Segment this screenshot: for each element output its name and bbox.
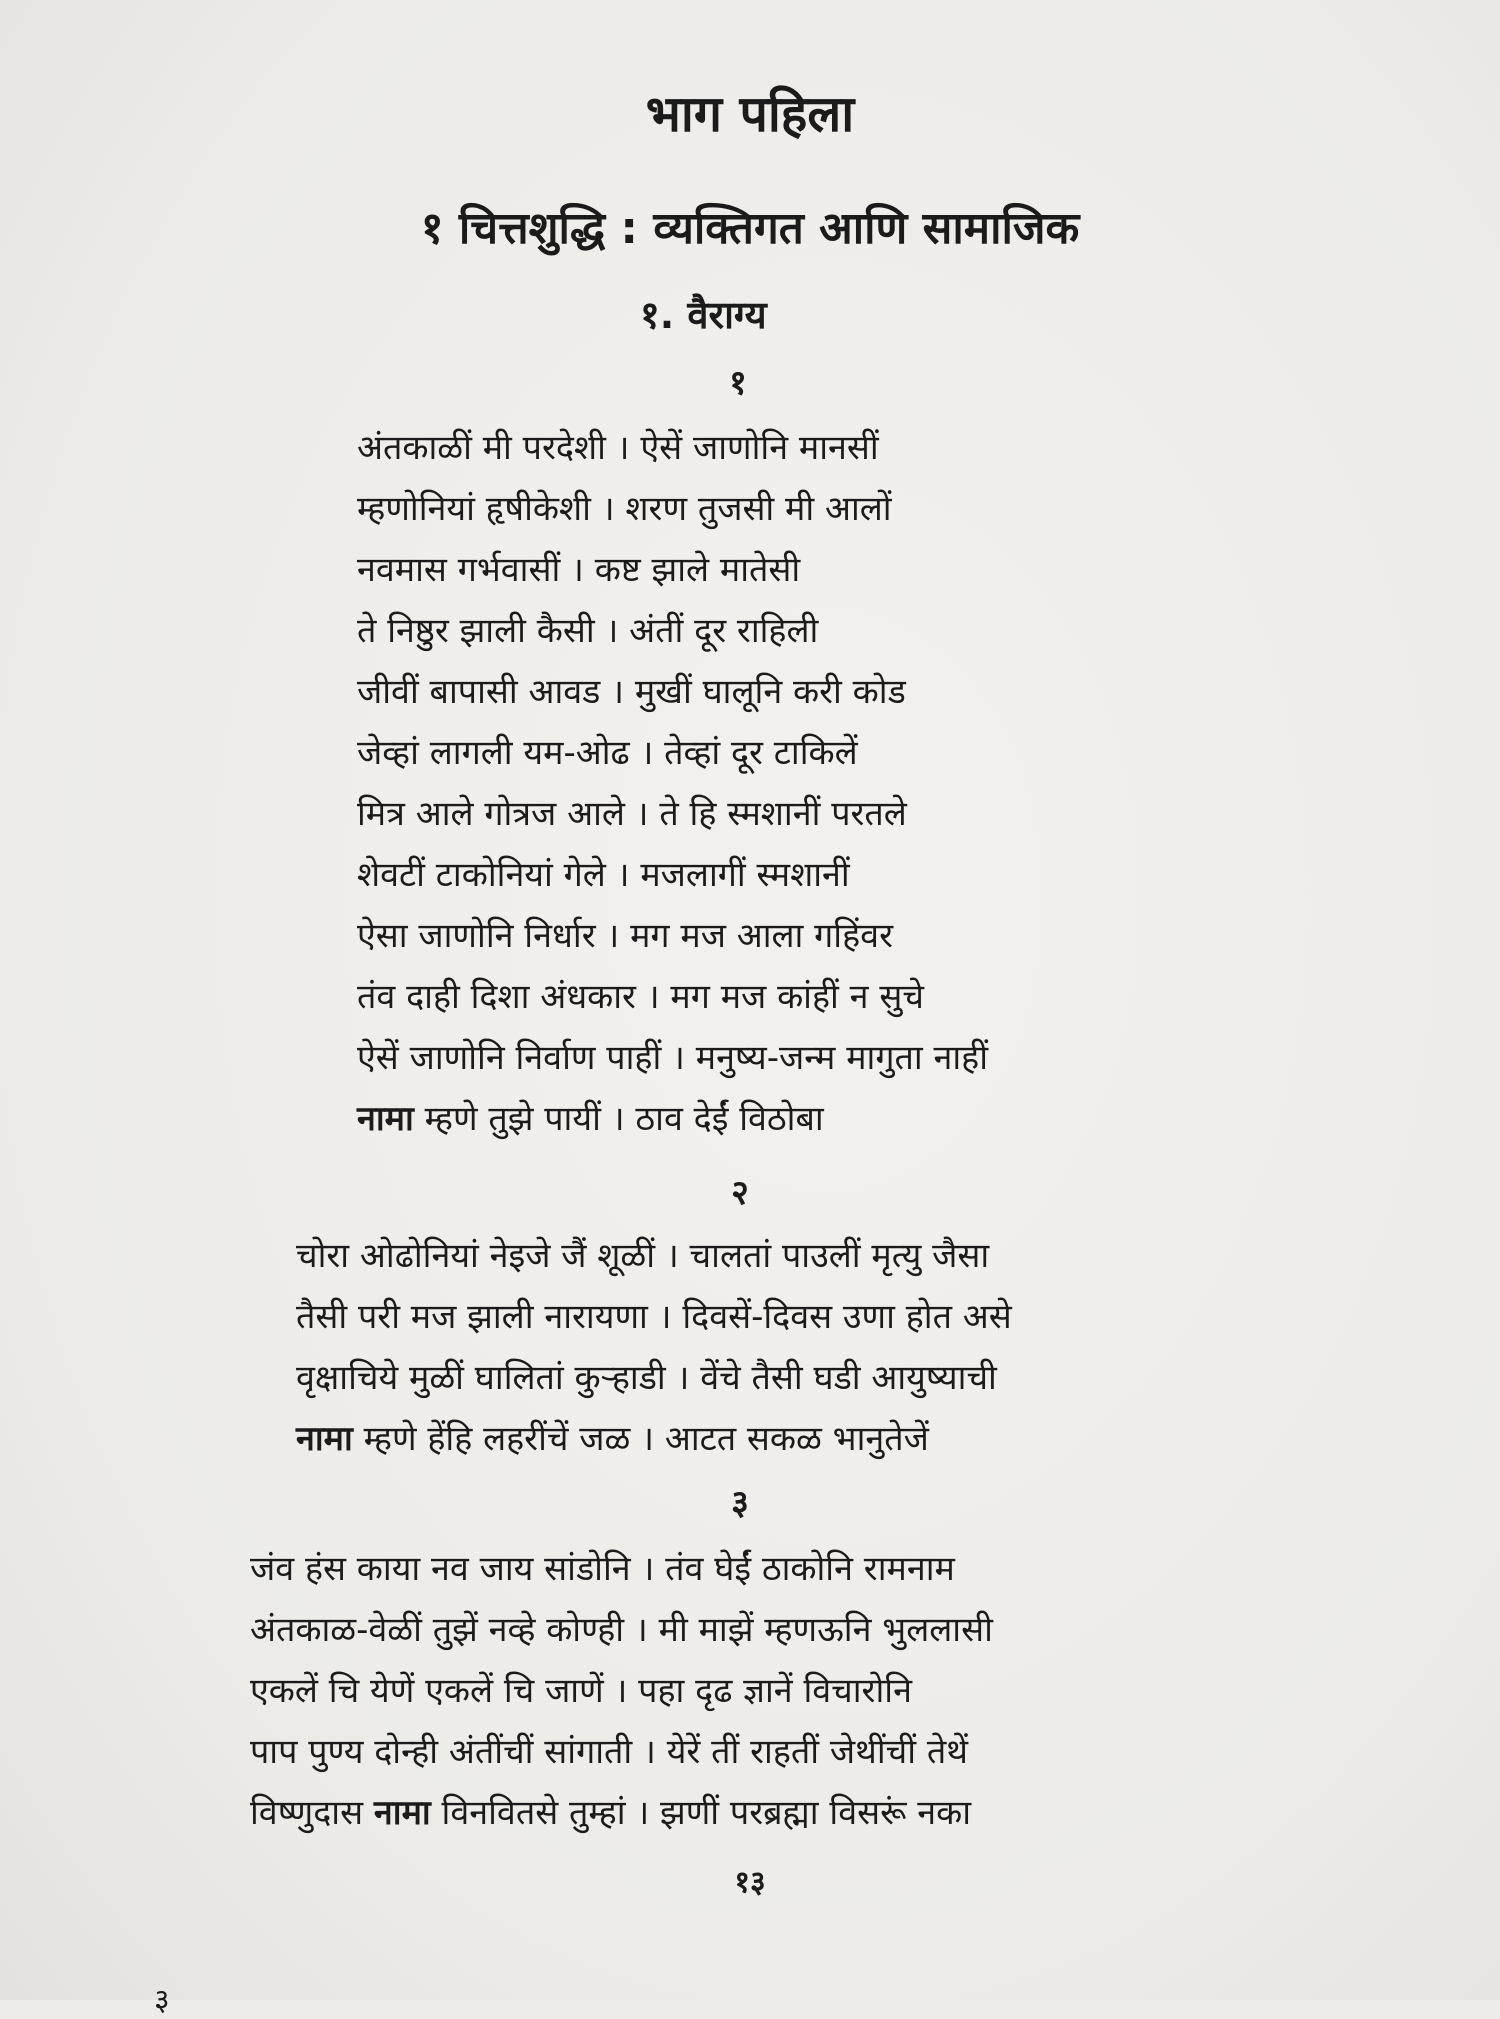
chapter-title: १ चित्तशुद्धि : व्यक्तिगत आणि सामाजिक [420, 203, 1080, 254]
abhang-stanza [357, 418, 988, 1150]
verse-line: वृक्षाचिये मुळीं घालितां कुऱ्हाडी । वेंचे तैसी घडी आयुष्याची [296, 1358, 997, 1398]
verse-line: ते निष्ठुर झाली कैसी । अंतीं दूर राहिली [357, 611, 819, 651]
verse-line: विष्णुदास नामा विनवितसे तुम्हां । झणीं परब्रह्मा विसरूं नका [250, 1793, 972, 1833]
verse-line: तंव दाही दिशा अंधकार । मग मज कांहीं न सुचे [357, 977, 924, 1017]
abhang-stanza [296, 1226, 1012, 1470]
verse-line: जंव हंस काया नव जाय सांडोनि । तंव घेईं ठाकोनि रामनाम [250, 1549, 955, 1589]
page-number: १३ [734, 1865, 766, 1900]
verse-line: तैसी परी मज झाली नारायणा । दिवसें-दिवस उणा होत असे [296, 1297, 1012, 1337]
verse-line: चोरा ओढोनियां नेइजे जैं शूळीं । चालतां पाउलीं मृत्यु जैसा [296, 1236, 990, 1276]
section-title: १. वैराग्य [640, 293, 767, 337]
verse-line: ऐसा जाणोनि निर्धार । मग मज आला गहिंवर [357, 916, 893, 956]
verse-line: म्हणोनियां हृषीकेशी । शरण तुजसी मी आलों [357, 489, 892, 529]
abhang-number: १ [729, 363, 747, 403]
part-title: भाग पहिला [645, 85, 855, 143]
verse-line: ऐसें जाणोनि निर्वाण पाहीं । मनुष्य-जन्म मागुता नाहीं [357, 1038, 989, 1078]
poet-signature: नामा [296, 1419, 353, 1459]
verse-line: जेव्हां लागली यम-ओढ । तेव्हां दूर टाकिलें [357, 733, 858, 773]
poet-signature: नामा [373, 1793, 431, 1833]
verse-line: अंतकाळीं मी परदेशी । ऐसें जाणोनि मानसीं [357, 428, 879, 468]
corner-number: ३ [154, 1983, 170, 2018]
verse-line: मित्र आले गोत्रज आले । ते हि स्मशानीं परतले [357, 794, 907, 834]
verse-line: शेवटीं टाकोनियां गेले । मजलागीं स्मशानीं [357, 855, 850, 895]
poet-signature: नामा [357, 1099, 414, 1139]
abhang-stanza [250, 1539, 993, 1844]
verse-line: अंतकाळ-वेळीं तुझें नव्हे कोण्ही । मी माझें म्हणऊनि भुललासी [250, 1610, 993, 1650]
abhang-number: ३ [731, 1483, 749, 1523]
verse-line: नामा म्हणे हेंहि लहरींचें जळ । आटत सकळ भानुतेजें [296, 1419, 929, 1459]
verse-line: नवमास गर्भवासीं । कष्ट झाले मातेसी [357, 550, 801, 590]
verse-line: जीवीं बापासी आवड । मुखीं घालूनि करी कोड [357, 672, 906, 712]
abhang-number: २ [731, 1173, 749, 1213]
verse-line: नामा म्हणे तुझे पायीं । ठाव देईं विठोबा [357, 1099, 824, 1139]
verse-line: पाप पुण्य दोन्ही अंतींचीं सांगाती । येरें तीं राहतीं जेथींचीं तेथें [250, 1732, 968, 1772]
verse-line: एकलें चि येणें एकलें चि जाणें । पहा दृढ ज्ञानें विचारोनि [250, 1671, 912, 1711]
